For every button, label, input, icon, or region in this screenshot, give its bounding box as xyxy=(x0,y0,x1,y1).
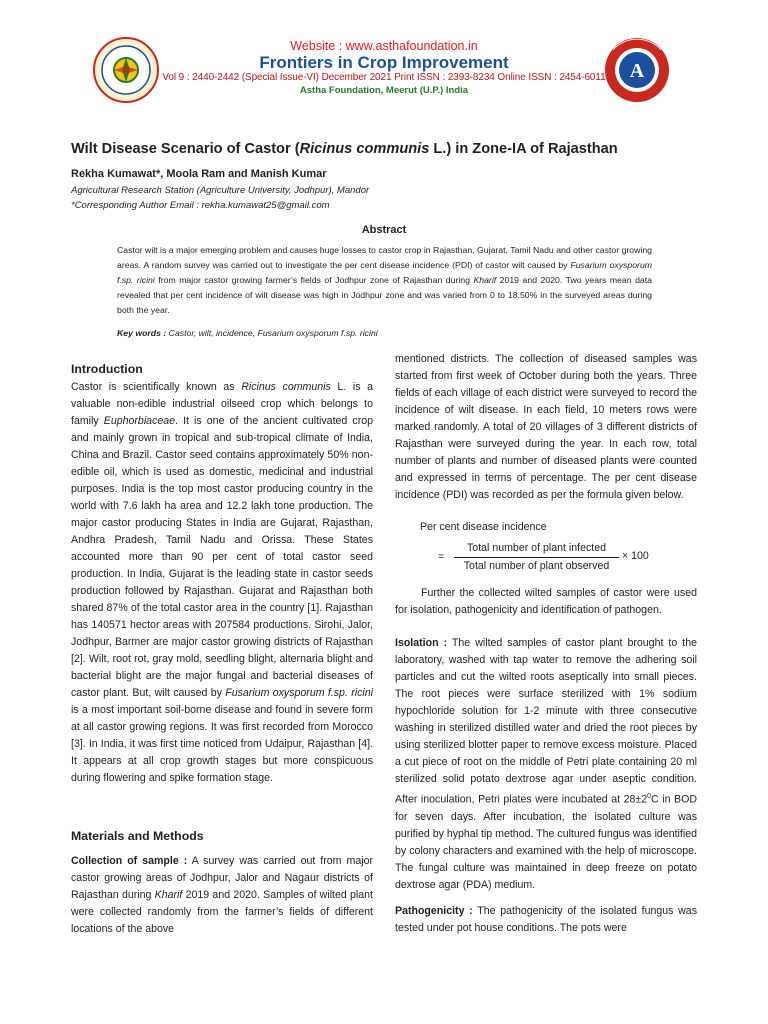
website-line[interactable]: Website : www.asthafoundation.in xyxy=(290,39,478,53)
formula-fraction-bar xyxy=(454,557,619,558)
paper-title: Wilt Disease Scenario of Castor (Ricinus communis L.) in Zone-IA of Rajasthan xyxy=(71,141,618,157)
methods-continued: mentioned districts. The collection of diseased samples was started from first week of October during both the years. Three fields of each village of each district were surveyed to record the incidence of wilt disease. In each field, 10 meters rows were marked randomly. A total of 20 villages of 3 different districts of Rajasthan were surveyed during the year. In each row, total number of plants and number of diseased plants were counted and expressed in terms of percentage. The per cent disease incidence (PDI) was recorded as per the formula given below. xyxy=(395,353,697,501)
author-list: Rekha Kumawat*, Moola Ram and Manish Kumar xyxy=(71,168,327,180)
corresponding-author: *Corresponding Author Email : rekha.kumawat25@gmail.com xyxy=(71,200,330,211)
affiliation: Agricultural Research Station (Agriculture University, Jodhpur), Mandor xyxy=(71,185,370,196)
volume-line: Vol 9 : 2440-2442 (Special Issue-VI) December 2021 Print ISSN : 2393-8234 Online ISSN : 2454-6011 xyxy=(162,72,606,83)
abstract-heading: Abstract xyxy=(361,224,407,236)
introduction-heading: Introduction xyxy=(71,362,143,376)
astha-foundation-logo xyxy=(599,36,675,104)
formula-denominator: Total number of plant observed xyxy=(463,560,610,572)
formula-label: Per cent disease incidence xyxy=(420,521,547,533)
publisher-line: Astha Foundation, Meerut (U.P.) India xyxy=(299,85,469,96)
journal-name: Frontiers in Crop Improvement xyxy=(259,53,509,72)
svg-text:A: A xyxy=(629,60,645,82)
introduction-body: Castor is scientifically known as Ricinus communis L. is a valuable non-edible industrial oilseed crop which belongs to family Euphorbiaceae. It is one of the ancient cultivated crop and mainly grown in tropical and sub-tropical climate of India, China and Brazil. Castor seed contains approximately 50% non-edible oil, which is used as domestic, medicinal and industrial purposes. India is the top most castor producing country in the world with 7.6 lakh ha area and 12.2 lakh tone production. The major castor producing States in India are Gujarat, Rajasthan, Andhra Pradesh, Tamil Nadu and Orissa. These States accounted more than 90 per cent of total castor seed production. In India, Gujarat is the leading state in castor seeds production followed by Rajasthan. Gujarat and Rajasthan both shared 87% of the total castor area in the country [1]. Rajasthan has 140571 hector areas with 207584 productions. Sirohi, Jalor, Jodhpur, Barmer are major castor growing districts of Rajasthan [2]. Wilt, root rot, gray mold, seedling blight, alternaria blight and bacterial blight are the major fungal and bacterial diseases of castor plant. But, wilt caused by Fusarium oxysporum f.sp. ricini is a most important soil-borne disease and found in severe form at all castor growing regions. It was first recorded from Morocco [3]. In India, it was first time noticed from Udaipur, Rajasthan [4]. It appears at all crop growth stages but more conspicuous during flowering and spike formation stage. xyxy=(71,381,374,784)
isolation-section xyxy=(395,585,697,937)
formula-numerator: Total number of plant infected xyxy=(467,542,606,554)
methods-heading: Materials and Methods xyxy=(71,829,204,843)
pathogenicity-paragraph: Pathogenicity : The pathogenicity of the isolated fungus was tested under pot house conditions. The pots were xyxy=(395,904,697,934)
abstract-text: Castor wilt is a major emerging problem and causes huge losses to castor crop in Rajasthan, Gujarat, Tamil Nadu and other castor growing areas. A random survey was carried out to investigate the per cent disease incidence (PDI) of castor wilt caused by Fusarium oxysporum f.sp. ricini from major castor growing farmer’s fields of Jodhpur zone of Rajasthan during Kharif 2019 and 2020. Two years mean data revealed that per cent incidence of wilt disease was high in Jodhpur zone and was varied from 0 to 18.50% in the surveyed areas during both the year. xyxy=(117,245,653,315)
keywords: Key words : Castor, wilt, incidence, Fusarium oxysporum f.sp. ricini xyxy=(117,328,378,338)
isolation-paragraph: Isolation : The wilted samples of castor plant brought to the laboratory, washed with tap water to remove the adhering soil particles and cut the wilted roots aseptically into small pieces. The root pieces were surface sterilized with 1% sodium hypochloride solution for 1-2 minute with three consecutive washing in sterilized distilled water and dried the root pieces by using sterilized blotter paper to remove excess moisture. Placed a cut piece of root on the middle of Petri plate containing 20 ml sterilized solid potato dextrose agar under aseptic condition. After inoculation, Petri plates were incubated at $28\pm 2^0C$ in BOD for seven days. After incubation, the isolated culture was purified by hyphal tip method. The cultured fungus was identified by colony characters and examined with the help of microscope. The fungal culture was maintained in deep freeze on potato dextrose agar (PDA) medium. xyxy=(395,637,698,891)
isolation-intro: Further the collected wilted samples of castor were used for isolation, pathogenicity and identification of pathogen. xyxy=(395,587,697,616)
collection-paragraph: Collection of sample : A survey was carried out from major castor growing areas of Jodhpur, Jalor and Nagaur districts of Rajasthan during Kharif 2019 and 2020. Samples of wilted plant were collected randomly from the farmer’s fields of different locations of the above xyxy=(71,855,373,935)
formula-equals: = xyxy=(438,551,445,563)
formula-multiplier: × 100 xyxy=(622,550,649,562)
